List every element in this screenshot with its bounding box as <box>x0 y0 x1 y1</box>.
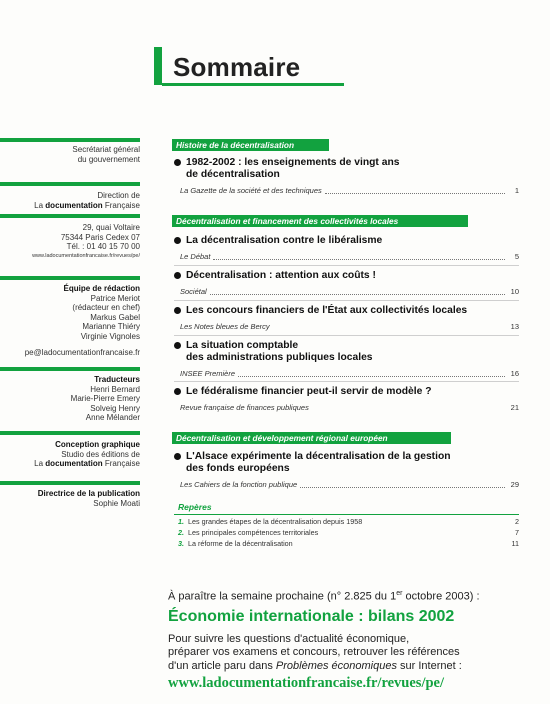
toc-item[interactable] <box>174 235 519 262</box>
reperes-item[interactable] <box>178 517 519 526</box>
reperes-item[interactable] <box>178 528 519 537</box>
reperes-text: Les grandes étapes de la décentralisation depuis 1958 <box>188 517 363 526</box>
dot-leader <box>300 487 505 488</box>
announce-superscript: er <box>396 590 403 597</box>
sidebar-publisher <box>0 201 140 211</box>
article-source: INSEE Première <box>180 369 236 378</box>
article-source: Les Notes bleues de Bercy <box>180 322 270 331</box>
article-source-line <box>174 369 519 379</box>
dot-leader <box>238 376 505 377</box>
article-title <box>174 386 519 398</box>
bullet-icon <box>174 159 181 166</box>
bullet-icon <box>174 272 181 279</box>
article-title-line: 1982-2002 : les enseignements de vingt ans <box>186 157 400 168</box>
sidebar-email <box>0 348 140 358</box>
sidebar-secretariat <box>0 145 140 164</box>
reperes-text: Les principales compétences territoriales <box>188 528 319 537</box>
publisher-doc: documentation <box>45 459 103 468</box>
sidebar-website: www.ladocumentationfrancaise.fr/revues/pe/ <box>32 252 140 259</box>
publication-heading: Directrice de la publication <box>37 489 140 498</box>
sidebar-design <box>0 440 140 469</box>
toc-item[interactable] <box>174 270 519 297</box>
sidebar-text: Henri Bernard <box>90 384 140 394</box>
bullet-icon <box>174 237 181 244</box>
sidebar-text: Patrice Meriot <box>90 293 140 303</box>
reperes-rule <box>174 514 519 515</box>
publisher-la: La <box>34 459 44 468</box>
page-title-block <box>154 47 344 87</box>
article-title <box>174 305 519 317</box>
sidebar-text: 75344 Paris Cedex 07 <box>60 232 140 242</box>
online-info <box>168 633 538 674</box>
sidebar-text: du gouvernement <box>77 154 140 164</box>
toc-item[interactable] <box>174 340 519 379</box>
page-number: 7 <box>515 528 519 537</box>
sidebar-text: Studio des éditions de <box>61 449 140 459</box>
article-source-line <box>174 480 519 490</box>
page-number: 11 <box>511 539 519 548</box>
reperes-heading: Repères <box>178 502 212 512</box>
article-title <box>174 270 519 282</box>
sidebar-text: Solveig Henry <box>90 403 140 413</box>
reperes-number: 2. <box>178 528 184 537</box>
article-title <box>174 451 519 475</box>
article-title-line: Décentralisation : attention aux coûts ! <box>186 270 376 281</box>
publisher-fr: Française <box>104 459 140 468</box>
page-number: 1 <box>514 186 519 195</box>
item-separator <box>174 300 519 301</box>
page-number: 13 <box>510 322 519 331</box>
bullet-icon <box>174 342 181 349</box>
toc-item[interactable] <box>174 451 519 490</box>
reperes-text: La réforme de la décentralisation <box>188 539 293 548</box>
sidebar-redaction <box>0 284 140 341</box>
page-number: 2 <box>515 517 519 526</box>
article-title-line: La situation comptable <box>186 340 299 351</box>
item-separator <box>174 265 519 266</box>
sidebar-text: (rédacteur en chef) <box>72 303 140 312</box>
article-title <box>174 235 519 247</box>
article-title-line: de décentralisation <box>186 169 280 180</box>
page-number: 29 <box>510 480 519 489</box>
page-number: 16 <box>510 369 519 378</box>
article-title-line: Le fédéralisme financier peut-il servir de modèle ? <box>186 386 432 397</box>
sidebar-publication <box>0 489 140 508</box>
dot-leader <box>325 193 505 194</box>
online-info-line: Pour suivre les questions d'actualité économique, <box>168 632 410 645</box>
bullet-icon <box>174 307 181 314</box>
sidebar-text: Marianne Thiéry <box>82 322 140 331</box>
article-title-line: des administrations publiques locales <box>186 352 373 363</box>
article-title <box>174 340 519 364</box>
redaction-heading: Équipe de rédaction <box>63 284 140 293</box>
sidebar-rule <box>0 214 140 218</box>
design-heading: Conception graphique <box>55 440 140 449</box>
next-issue-line <box>168 587 538 604</box>
magazine-name: Problèmes économiques <box>275 659 397 672</box>
sidebar-address <box>0 223 140 260</box>
article-title-line: des fonds européens <box>186 463 290 474</box>
sidebar-translators <box>0 375 140 423</box>
sidebar-rule <box>0 481 140 485</box>
reperes-number: 1. <box>178 517 184 526</box>
section-heading: Décentralisation et financement des collectivités locales <box>172 215 468 227</box>
article-source-line <box>174 186 519 196</box>
sidebar-rule <box>0 138 140 142</box>
online-info-text: sur Internet : <box>396 659 462 672</box>
dot-leader <box>273 329 505 330</box>
reperes-item[interactable] <box>178 539 519 548</box>
announce-text: octobre 2003) : <box>402 590 480 603</box>
item-separator <box>174 335 519 336</box>
article-source: Le Débat <box>180 252 211 261</box>
article-source-line <box>174 287 519 297</box>
section-heading: Décentralisation et développement régional européen <box>172 432 451 444</box>
title-accent-bar <box>154 47 162 85</box>
online-info-text: d'un article paru dans <box>168 659 276 672</box>
sidebar-rule <box>0 431 140 435</box>
article-title-line: L'Alsace expérimente la décentralisation de la gestion <box>186 451 451 462</box>
bullet-icon <box>174 453 181 460</box>
dot-leader <box>213 259 505 260</box>
page-title: Sommaire <box>173 52 301 82</box>
announce-text: À paraître la semaine prochaine (n° 2.825 du 1 <box>168 590 397 603</box>
article-source-line <box>174 322 519 332</box>
section-heading: Histoire de la décentralisation <box>172 139 329 151</box>
sidebar-rule <box>0 367 140 371</box>
article-title-line: La décentralisation contre le libéralisme <box>186 235 383 246</box>
next-issue-announcement <box>168 587 538 692</box>
bullet-icon <box>174 388 181 395</box>
publisher-fr: Française <box>104 200 140 210</box>
title-underline <box>162 83 344 86</box>
dot-leader <box>210 294 505 295</box>
website-link[interactable]: www.ladocumentationfrancaise.fr/revues/pe/ <box>168 675 445 692</box>
online-info-line: préparer vos examens et concours, retrouver les références <box>168 646 460 659</box>
reperes-number: 3. <box>178 539 184 548</box>
article-source-line <box>174 252 519 262</box>
online-info-line <box>168 660 538 674</box>
sidebar-text: Tél. : 01 40 15 70 00 <box>66 242 140 251</box>
sidebar-rule <box>0 182 140 186</box>
publisher-la: La <box>34 200 44 210</box>
sidebar-text: 29, quai Voltaire <box>82 223 140 232</box>
sidebar-text: Markus Gabel <box>90 312 140 322</box>
article-source: Les Cahiers de la fonction publique <box>180 480 298 489</box>
publisher-doc: documentation <box>45 200 103 210</box>
sidebar-rule <box>0 276 140 280</box>
sidebar-text: Direction de <box>97 191 140 200</box>
sidebar-email-text: pe@ladocumentationfrancaise.fr <box>24 348 140 357</box>
next-issue-title: Économie internationale : bilans 2002 <box>168 607 455 625</box>
toc-item[interactable] <box>174 157 519 196</box>
translators-heading: Traducteurs <box>94 375 140 384</box>
sidebar-text: Anne Mélander <box>85 413 140 422</box>
article-source-line <box>174 403 519 413</box>
sidebar-text: Virginie Vignoles <box>80 331 140 341</box>
page-number: 21 <box>510 403 519 412</box>
page-number: 10 <box>510 287 519 296</box>
toc-item[interactable] <box>174 386 519 413</box>
sidebar-text: Secrétariat général <box>72 145 140 154</box>
article-title <box>174 157 519 181</box>
sidebar-publisher <box>0 459 140 469</box>
item-separator <box>174 381 519 382</box>
sidebar-text: Sophie Moati <box>93 498 140 508</box>
sidebar-direction <box>0 191 140 210</box>
article-source: La Gazette de la société et des techniques <box>180 186 322 195</box>
article-source: Sociétal <box>180 287 207 296</box>
article-title-line: Les concours financiers de l'État aux collectivités locales <box>186 305 468 316</box>
page-number: 5 <box>514 252 519 261</box>
sidebar-text: Marie-Pierre Emery <box>70 394 140 403</box>
toc-item[interactable] <box>174 305 519 332</box>
masthead-sidebar <box>0 0 140 704</box>
dot-leader <box>312 410 505 411</box>
article-source: Revue française de finances publiques <box>180 403 309 412</box>
